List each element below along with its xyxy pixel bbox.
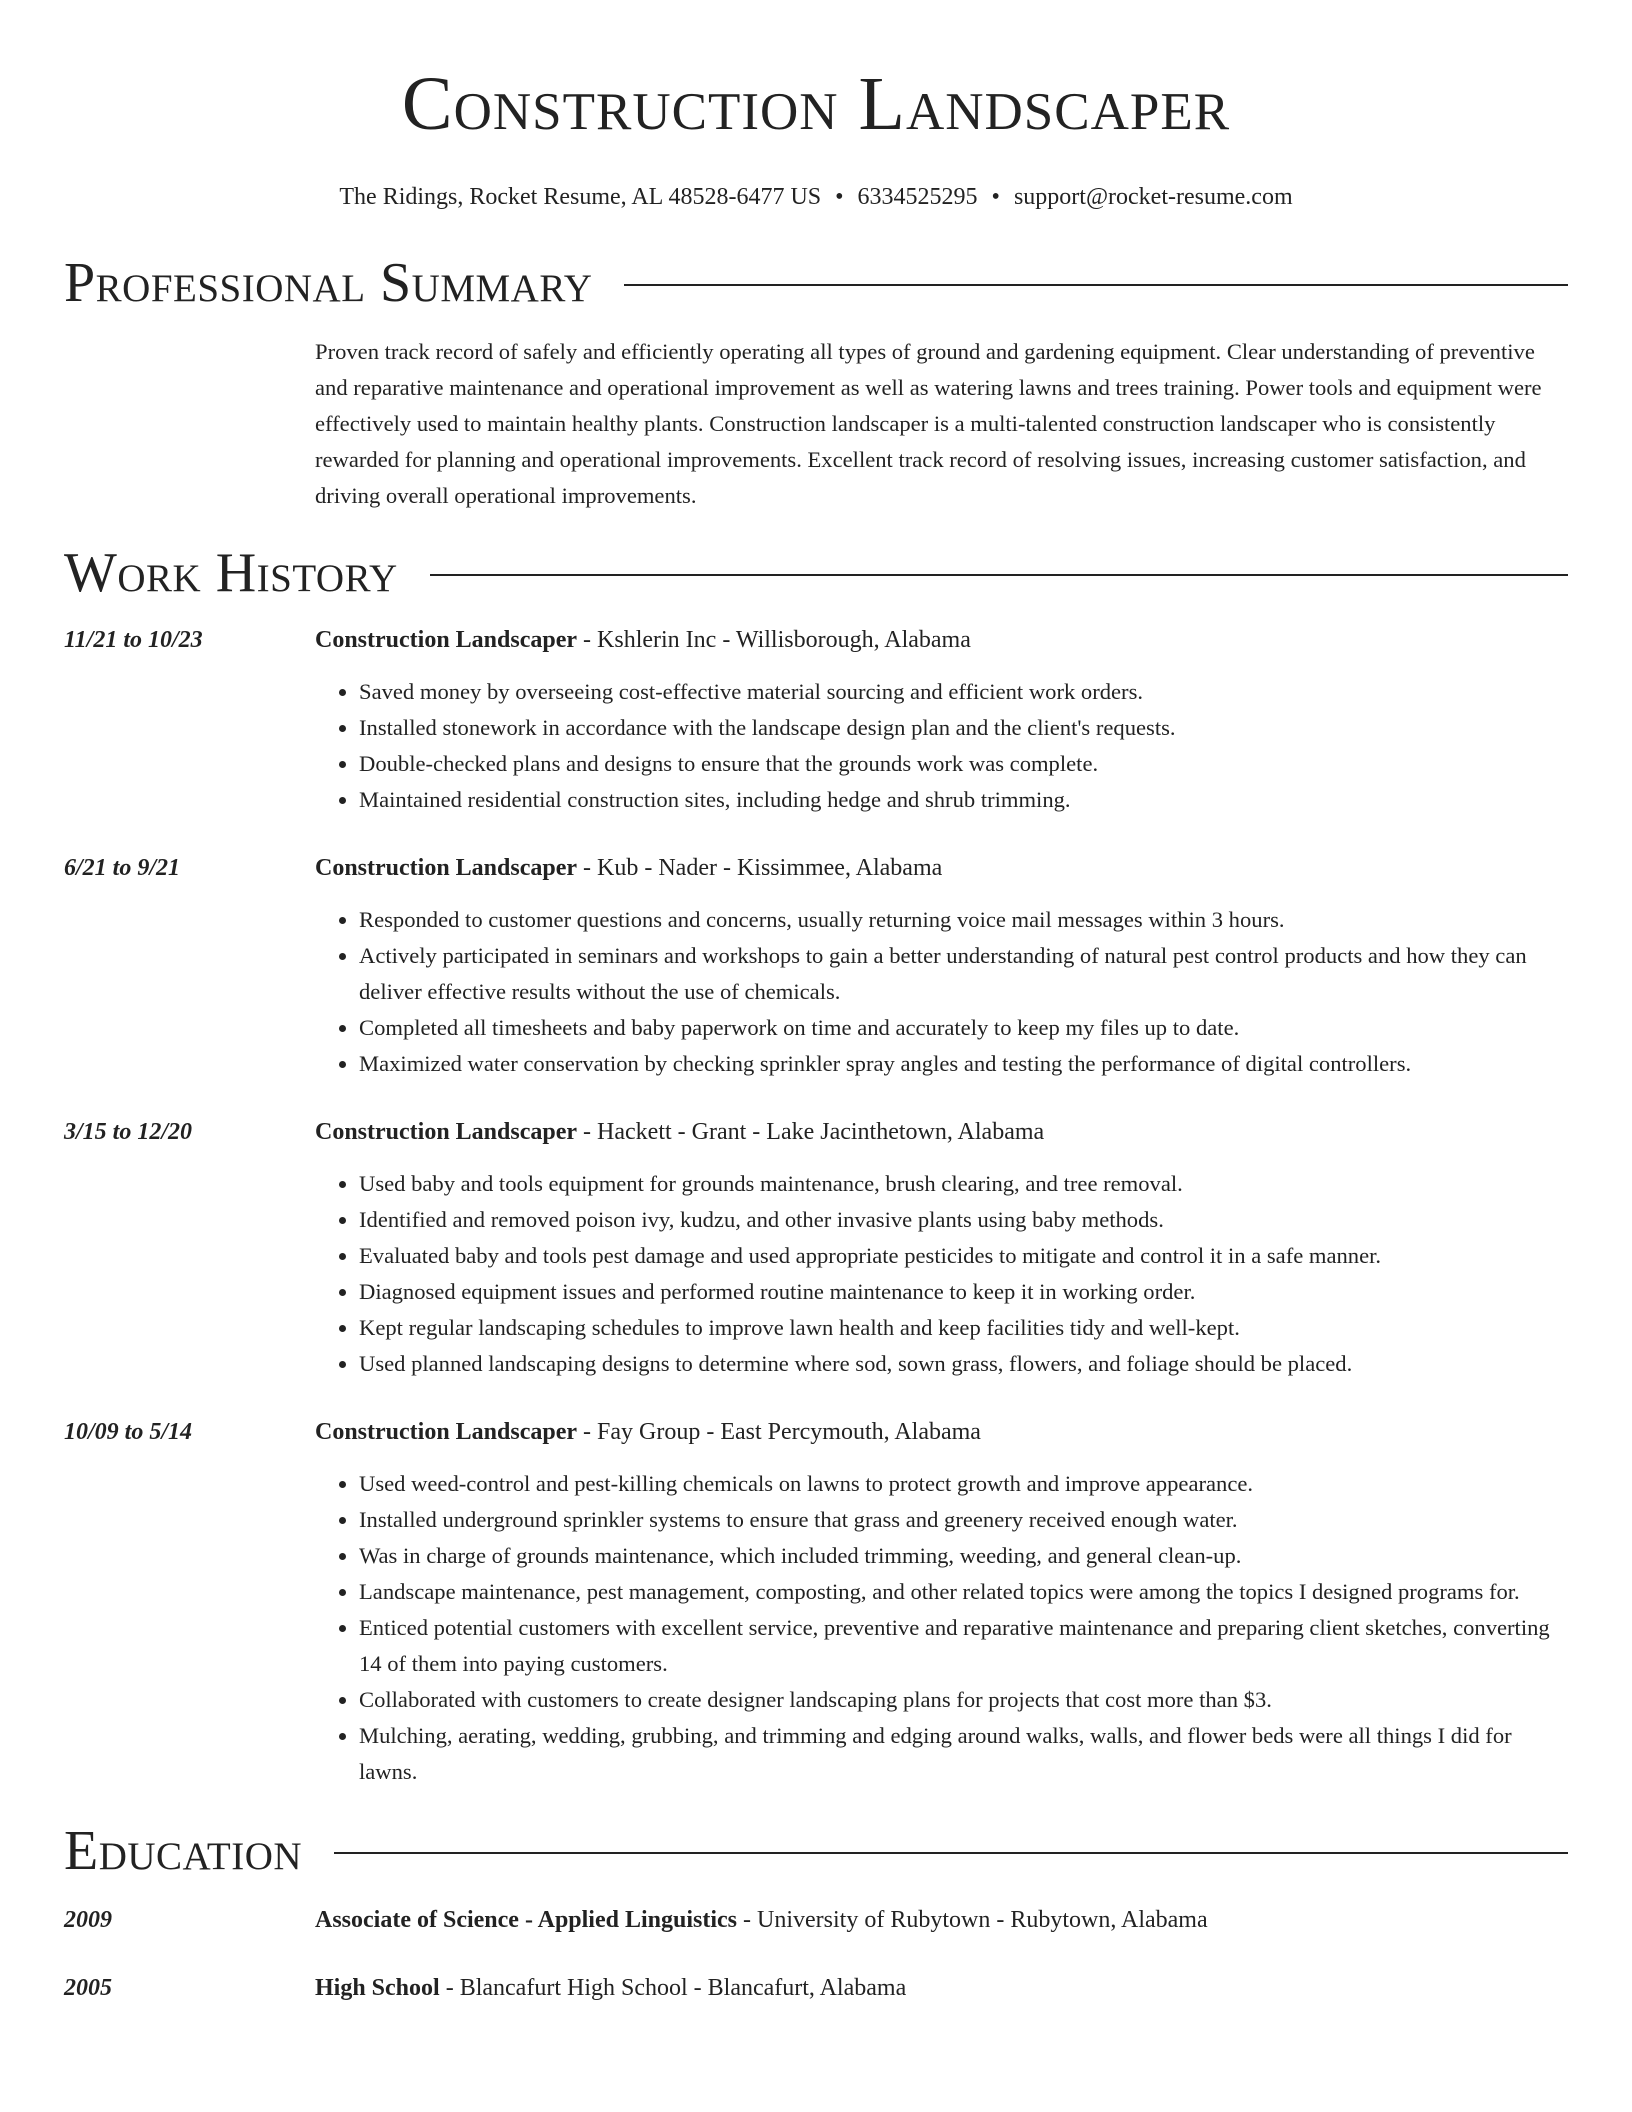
- job-role: Construction Landscaper: [315, 1419, 578, 1445]
- job-entry: [64, 1414, 1568, 1790]
- job-role: Construction Landscaper: [315, 627, 578, 653]
- resume-page: [64, 0, 1568, 2006]
- job-title-line: [315, 622, 1568, 658]
- job-bullet: • Diagnosed equipment issues and performed routine maintenance to keep it in working order.: [359, 1274, 1568, 1310]
- work-section-heading: [64, 538, 1568, 608]
- education-title: Education: [64, 1820, 303, 1882]
- job-employer: - Fay Group - East Percymouth, Alabama: [577, 1419, 981, 1445]
- section-divider: [430, 574, 1568, 576]
- job-role: Construction Landscaper: [315, 1119, 578, 1145]
- job-bullet: • Completed all timesheets and baby paperwork on time and accurately to keep my files up to date.: [359, 1010, 1568, 1046]
- job-bullets: [315, 902, 1568, 1082]
- job-bullet: • Saved money by overseeing cost-effective material sourcing and efficient work orders.: [359, 674, 1568, 710]
- education-degree: Associate of Science - Applied Linguistics: [315, 1907, 738, 1933]
- job-body: [315, 850, 1568, 1082]
- job-title-line: [315, 1414, 1568, 1450]
- job-bullet: • Double-checked plans and designs to ensure that the grounds work was complete.: [359, 746, 1568, 782]
- education-degree: High School: [315, 1975, 440, 2001]
- job-employer: - Kub - Nader - Kissimmee, Alabama: [577, 855, 943, 881]
- section-divider: [334, 1852, 1568, 1854]
- job-bullet: • Used weed-control and pest-killing chemicals on lawns to protect growth and improve appearance.: [359, 1466, 1568, 1502]
- section-divider: [624, 284, 1568, 286]
- contact-separator: •: [835, 184, 844, 210]
- job-dates: 10/09 to 5/14: [64, 1419, 193, 1445]
- job-body: [315, 1414, 1568, 1790]
- job-dates: 6/21 to 9/21: [64, 855, 181, 881]
- job-bullet: • Used baby and tools equipment for grounds maintenance, brush clearing, and tree removal.: [359, 1166, 1568, 1202]
- job-bullet: • Actively participated in seminars and workshops to gain a better understanding of natural pest control products and how they can deliver effective results without the use of chemicals.: [359, 938, 1568, 1010]
- job-dates: 11/21 to 10/23: [64, 627, 203, 653]
- education-year: 2005: [64, 1975, 112, 2001]
- summary-text: Proven track record of safely and efficiently operating all types of ground and gardening equipment. Clear understanding of preventive and reparative maintenance and operational improvement as well as watering lawns and trees training. Power tools and equipment were effectively used to maintain healthy plants. Construction landscaper is a multi-talented construction landscaper who is consistently rewarded for planning and operational improvements. Excellent track record of resolving issues, increasing customer satisfaction, and driving overall operational improvements.: [315, 339, 1542, 508]
- job-employer: - Hackett - Grant - Lake Jacinthetown, Alabama: [577, 1119, 1045, 1145]
- job-bullet: • Enticed potential customers with excellent service, preventive and reparative maintenance and preparing client sketches, converting 14 of them into paying customers.: [359, 1610, 1568, 1682]
- job-role: Construction Landscaper: [315, 855, 578, 881]
- job-dates: 3/15 to 12/20: [64, 1119, 193, 1145]
- work-title: Work History: [64, 542, 398, 604]
- education-entry: [64, 1902, 1568, 1938]
- job-bullet: • Maintained residential construction sites, including hedge and shrub trimming.: [359, 782, 1568, 818]
- candidate-name: Construction Landscaper: [401, 62, 1231, 146]
- education-entry: [64, 1970, 1568, 2006]
- job-bullets: [315, 674, 1568, 818]
- job-bullet: • Was in charge of grounds maintenance, which included trimming, weeding, and general clean-up.: [359, 1538, 1568, 1574]
- contact-address: The Ridings, Rocket Resume, AL 48528-6477 US: [339, 184, 822, 210]
- job-entry: [64, 1114, 1568, 1382]
- contact-email: support@rocket-resume.com: [1013, 184, 1293, 210]
- job-entry: [64, 850, 1568, 1082]
- job-bullet: • Installed underground sprinkler systems to ensure that grass and greenery received enough water.: [359, 1502, 1568, 1538]
- summary-section-heading: [64, 248, 1568, 318]
- job-employer: - Kshlerin Inc - Willisborough, Alabama: [577, 627, 971, 653]
- job-bullet: • Evaluated baby and tools pest damage and used appropriate pesticides to mitigate and control it in a safe manner.: [359, 1238, 1568, 1274]
- job-bullet: • Installed stonework in accordance with the landscape design plan and the client's requests.: [359, 710, 1568, 746]
- summary-title: Professional Summary: [64, 252, 593, 314]
- education-section-heading: [64, 1816, 1568, 1886]
- education-year: 2009: [64, 1907, 112, 1933]
- job-title-line: [315, 850, 1568, 886]
- job-bullet: • Used planned landscaping designs to determine where sod, sown grass, flowers, and foliage should be placed.: [359, 1346, 1568, 1382]
- job-title-line: [315, 1114, 1568, 1150]
- job-bullet: • Kept regular landscaping schedules to improve lawn health and keep facilities tidy and well-kept.: [359, 1310, 1568, 1346]
- job-bullet: • Collaborated with customers to create designer landscaping plans for projects that cost more than $3.: [359, 1682, 1568, 1718]
- education-body: [315, 1970, 906, 2006]
- contact-separator: •: [991, 184, 1000, 210]
- education-school: - Blancafurt High School - Blancafurt, Alabama: [439, 1975, 907, 2001]
- contact-line: [64, 182, 1568, 212]
- job-bullet: • Maximized water conservation by checking sprinkler spray angles and testing the performance of digital controllers.: [359, 1046, 1568, 1082]
- education-body: [315, 1902, 1208, 1938]
- job-body: [315, 1114, 1568, 1382]
- job-bullet: • Mulching, aerating, wedding, grubbing, and trimming and edging around walks, walls, and flower beds were all things I did for lawns.: [359, 1718, 1568, 1790]
- job-bullets: [315, 1166, 1568, 1382]
- job-bullet: • Identified and removed poison ivy, kudzu, and other invasive plants using baby methods.: [359, 1202, 1568, 1238]
- education-school: - University of Rubytown - Rubytown, Alabama: [737, 1907, 1208, 1933]
- job-bullet: • Responded to customer questions and concerns, usually returning voice mail messages within 3 hours.: [359, 902, 1568, 938]
- job-entry: [64, 622, 1568, 818]
- contact-phone: 6334525295: [857, 184, 978, 210]
- job-bullets: [315, 1466, 1568, 1790]
- job-body: [315, 622, 1568, 818]
- job-bullet: • Landscape maintenance, pest management, composting, and other related topics were among the topics I designed programs for.: [359, 1574, 1568, 1610]
